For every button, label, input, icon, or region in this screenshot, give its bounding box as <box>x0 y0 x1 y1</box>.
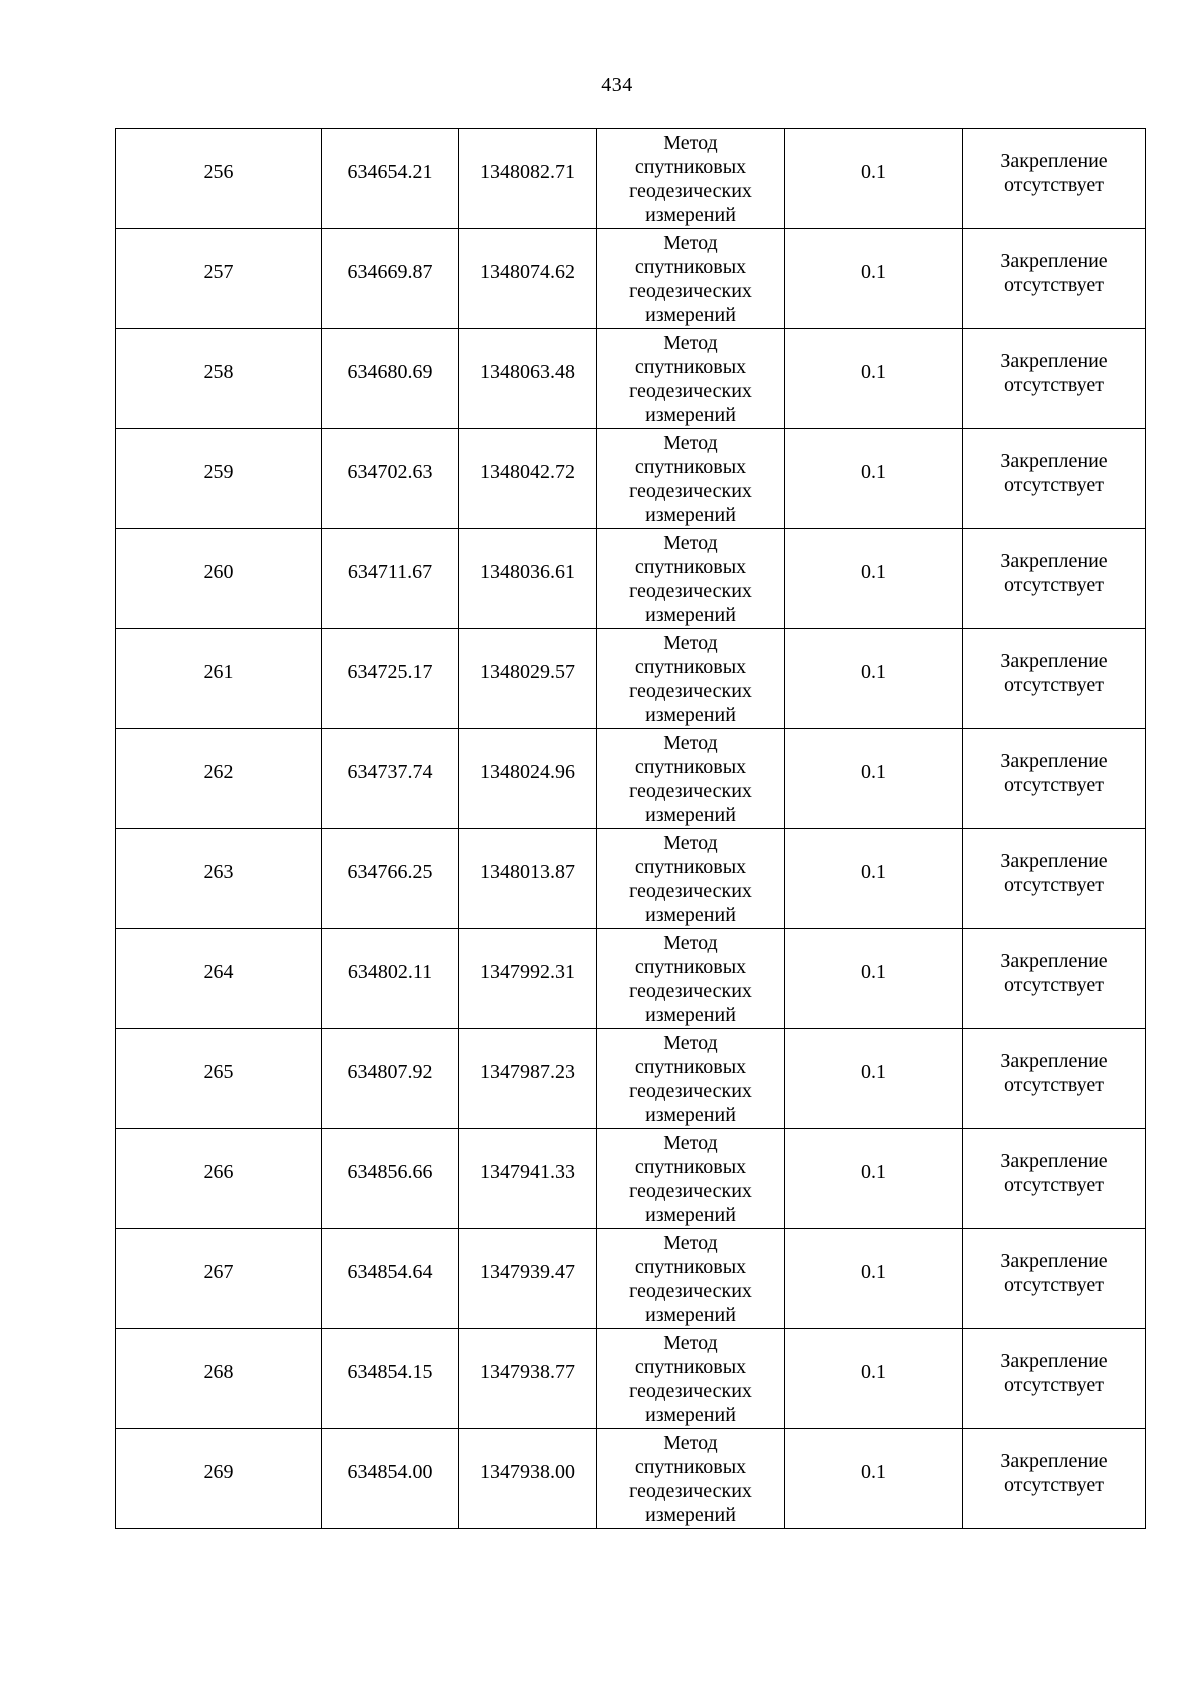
fixing-cell <box>963 429 1146 529</box>
page-number: 434 <box>601 74 633 96</box>
precision-cell <box>785 1029 963 1129</box>
y-coordinate-text: 1348074.62 <box>480 260 575 283</box>
x-coordinate-text: 634669.87 <box>347 260 433 283</box>
method-text: Метод спутниковых геодезических измерений <box>629 131 752 226</box>
y-coordinate-text: 1347941.33 <box>480 1160 575 1183</box>
point-number-cell <box>116 729 322 829</box>
precision-cell <box>785 429 963 529</box>
table-row <box>116 729 1146 829</box>
table-row <box>116 1029 1146 1129</box>
x-coordinate-text: 634766.25 <box>347 860 433 883</box>
fixing-cell <box>963 729 1146 829</box>
fixing-text: Закрепление отсутствует <box>1000 1349 1108 1396</box>
point-number-text: 260 <box>203 560 234 583</box>
y-coordinate-text: 1348013.87 <box>480 860 575 883</box>
point-number-cell <box>116 929 322 1029</box>
method-text: Метод спутниковых геодезических измерений <box>629 1331 752 1426</box>
point-number-text: 267 <box>203 1260 234 1283</box>
table-row <box>116 629 1146 729</box>
y-coordinate-cell <box>459 329 597 429</box>
method-cell <box>597 329 785 429</box>
point-number-cell <box>116 829 322 929</box>
fixing-cell <box>963 529 1146 629</box>
precision-cell <box>785 229 963 329</box>
table-row <box>116 829 1146 929</box>
x-coordinate-text: 634711.67 <box>347 560 433 583</box>
precision-cell <box>785 1329 963 1429</box>
y-coordinate-text: 1348029.57 <box>480 660 575 683</box>
method-text: Метод спутниковых геодезических измерений <box>629 531 752 626</box>
fixing-text: Закрепление отсутствует <box>1000 1149 1108 1196</box>
precision-text: 0.1 <box>861 860 886 883</box>
y-coordinate-text: 1347987.23 <box>480 1060 575 1083</box>
y-coordinate-cell <box>459 1329 597 1429</box>
method-cell <box>597 629 785 729</box>
point-number-cell <box>116 129 322 229</box>
fixing-cell <box>963 1129 1146 1229</box>
point-number-cell <box>116 229 322 329</box>
y-coordinate-cell <box>459 729 597 829</box>
x-coordinate-cell <box>322 529 459 629</box>
fixing-cell <box>963 829 1146 929</box>
precision-cell <box>785 1429 963 1529</box>
method-cell <box>597 1129 785 1229</box>
coordinates-table-body <box>116 129 1146 1529</box>
precision-cell <box>785 529 963 629</box>
method-cell <box>597 129 785 229</box>
x-coordinate-cell <box>322 1129 459 1229</box>
point-number-text: 265 <box>203 1060 234 1083</box>
x-coordinate-cell <box>322 629 459 729</box>
point-number-cell <box>116 1329 322 1429</box>
point-number-text: 259 <box>203 460 234 483</box>
method-cell <box>597 1029 785 1129</box>
method-text: Метод спутниковых геодезических измерений <box>629 931 752 1026</box>
table-row <box>116 229 1146 329</box>
fixing-text: Закрепление отсутствует <box>1000 549 1108 596</box>
precision-text: 0.1 <box>861 1260 886 1283</box>
x-coordinate-cell <box>322 729 459 829</box>
x-coordinate-text: 634854.00 <box>347 1460 433 1483</box>
precision-text: 0.1 <box>861 1160 886 1183</box>
x-coordinate-cell <box>322 329 459 429</box>
y-coordinate-cell <box>459 229 597 329</box>
x-coordinate-text: 634854.15 <box>347 1360 433 1383</box>
precision-cell <box>785 829 963 929</box>
method-text: Метод спутниковых геодезических измерений <box>629 231 752 326</box>
method-text: Метод спутниковых геодезических измерений <box>629 1431 752 1526</box>
point-number-cell <box>116 1229 322 1329</box>
fixing-cell <box>963 129 1146 229</box>
precision-text: 0.1 <box>861 560 886 583</box>
method-text: Метод спутниковых геодезических измерений <box>629 1231 752 1326</box>
precision-text: 0.1 <box>861 1460 886 1483</box>
fixing-text: Закрепление отсутствует <box>1000 849 1108 896</box>
table-row <box>116 929 1146 1029</box>
fixing-cell <box>963 1329 1146 1429</box>
x-coordinate-text: 634725.17 <box>347 660 433 683</box>
fixing-cell <box>963 629 1146 729</box>
method-cell <box>597 1329 785 1429</box>
table-row <box>116 329 1146 429</box>
x-coordinate-text: 634807.92 <box>347 1060 433 1083</box>
x-coordinate-cell <box>322 429 459 529</box>
x-coordinate-cell <box>322 229 459 329</box>
x-coordinate-text: 634802.11 <box>347 960 433 983</box>
point-number-cell <box>116 329 322 429</box>
point-number-cell <box>116 1429 322 1529</box>
point-number-text: 264 <box>203 960 234 983</box>
method-text: Метод спутниковых геодезических измерений <box>629 331 752 426</box>
point-number-text: 258 <box>203 360 234 383</box>
method-cell <box>597 429 785 529</box>
precision-text: 0.1 <box>861 160 886 183</box>
point-number-text: 266 <box>203 1160 234 1183</box>
y-coordinate-text: 1347992.31 <box>480 960 575 983</box>
point-number-text: 262 <box>203 760 234 783</box>
y-coordinate-text: 1348024.96 <box>480 760 575 783</box>
y-coordinate-text: 1347938.77 <box>480 1360 575 1383</box>
method-cell <box>597 829 785 929</box>
x-coordinate-text: 634737.74 <box>347 760 433 783</box>
precision-cell <box>785 729 963 829</box>
x-coordinate-text: 634702.63 <box>347 460 433 483</box>
point-number-cell <box>116 1029 322 1129</box>
table-row <box>116 1229 1146 1329</box>
table-row <box>116 529 1146 629</box>
y-coordinate-text: 1348082.71 <box>480 160 575 183</box>
method-text: Метод спутниковых геодезических измерений <box>629 631 752 726</box>
x-coordinate-text: 634654.21 <box>347 160 433 183</box>
precision-cell <box>785 929 963 1029</box>
fixing-text: Закрепление отсутствует <box>1000 249 1108 296</box>
fixing-text: Закрепление отсутствует <box>1000 1449 1108 1496</box>
precision-text: 0.1 <box>861 1360 886 1383</box>
fixing-text: Закрепление отсутствует <box>1000 949 1108 996</box>
y-coordinate-cell <box>459 929 597 1029</box>
precision-text: 0.1 <box>861 460 886 483</box>
fixing-cell <box>963 929 1146 1029</box>
method-cell <box>597 229 785 329</box>
y-coordinate-cell <box>459 1229 597 1329</box>
fixing-text: Закрепление отсутствует <box>1000 649 1108 696</box>
point-number-text: 269 <box>203 1460 234 1483</box>
precision-text: 0.1 <box>861 760 886 783</box>
precision-text: 0.1 <box>861 960 886 983</box>
point-number-text: 261 <box>203 660 234 683</box>
point-number-text: 268 <box>203 1360 234 1383</box>
method-text: Метод спутниковых геодезических измерений <box>629 1131 752 1226</box>
y-coordinate-cell <box>459 1129 597 1229</box>
y-coordinate-cell <box>459 829 597 929</box>
fixing-text: Закрепление отсутствует <box>1000 749 1108 796</box>
fixing-text: Закрепление отсутствует <box>1000 149 1108 196</box>
y-coordinate-text: 1348036.61 <box>480 560 575 583</box>
method-cell <box>597 929 785 1029</box>
precision-cell <box>785 129 963 229</box>
x-coordinate-cell <box>322 929 459 1029</box>
fixing-cell <box>963 229 1146 329</box>
precision-text: 0.1 <box>861 660 886 683</box>
x-coordinate-cell <box>322 1029 459 1129</box>
coordinates-table <box>115 128 1146 1529</box>
y-coordinate-cell <box>459 629 597 729</box>
y-coordinate-cell <box>459 1029 597 1129</box>
table-row <box>116 1429 1146 1529</box>
fixing-cell <box>963 1229 1146 1329</box>
x-coordinate-cell <box>322 1429 459 1529</box>
fixing-text: Закрепление отсутствует <box>1000 449 1108 496</box>
x-coordinate-text: 634680.69 <box>347 360 433 383</box>
method-text: Метод спутниковых геодезических измерений <box>629 731 752 826</box>
table-row <box>116 1329 1146 1429</box>
x-coordinate-cell <box>322 129 459 229</box>
precision-text: 0.1 <box>861 360 886 383</box>
method-cell <box>597 1229 785 1329</box>
method-text: Метод спутниковых геодезических измерений <box>629 431 752 526</box>
precision-cell <box>785 1229 963 1329</box>
fixing-cell <box>963 1429 1146 1529</box>
point-number-cell <box>116 629 322 729</box>
table-row <box>116 129 1146 229</box>
method-cell <box>597 529 785 629</box>
x-coordinate-cell <box>322 829 459 929</box>
x-coordinate-text: 634854.64 <box>347 1260 433 1283</box>
y-coordinate-cell <box>459 129 597 229</box>
y-coordinate-text: 1348063.48 <box>480 360 575 383</box>
y-coordinate-text: 1348042.72 <box>480 460 575 483</box>
method-cell <box>597 729 785 829</box>
fixing-text: Закрепление отсутствует <box>1000 1049 1108 1096</box>
y-coordinate-cell <box>459 429 597 529</box>
point-number-cell <box>116 1129 322 1229</box>
x-coordinate-text: 634856.66 <box>347 1160 433 1183</box>
point-number-text: 256 <box>203 160 234 183</box>
table-row <box>116 1129 1146 1229</box>
precision-text: 0.1 <box>861 260 886 283</box>
precision-text: 0.1 <box>861 1060 886 1083</box>
x-coordinate-cell <box>322 1229 459 1329</box>
fixing-text: Закрепление отсутствует <box>1000 349 1108 396</box>
point-number-text: 263 <box>203 860 234 883</box>
fixing-text: Закрепление отсутствует <box>1000 1249 1108 1296</box>
y-coordinate-cell <box>459 529 597 629</box>
method-text: Метод спутниковых геодезических измерений <box>629 1031 752 1126</box>
fixing-cell <box>963 329 1146 429</box>
y-coordinate-text: 1347938.00 <box>480 1460 575 1483</box>
precision-cell <box>785 1129 963 1229</box>
point-number-cell <box>116 429 322 529</box>
y-coordinate-text: 1347939.47 <box>480 1260 575 1283</box>
precision-cell <box>785 629 963 729</box>
x-coordinate-cell <box>322 1329 459 1429</box>
y-coordinate-cell <box>459 1429 597 1529</box>
method-text: Метод спутниковых геодезических измерений <box>629 831 752 926</box>
precision-cell <box>785 329 963 429</box>
method-cell <box>597 1429 785 1529</box>
fixing-cell <box>963 1029 1146 1129</box>
table-row <box>116 429 1146 529</box>
point-number-text: 257 <box>203 260 234 283</box>
point-number-cell <box>116 529 322 629</box>
